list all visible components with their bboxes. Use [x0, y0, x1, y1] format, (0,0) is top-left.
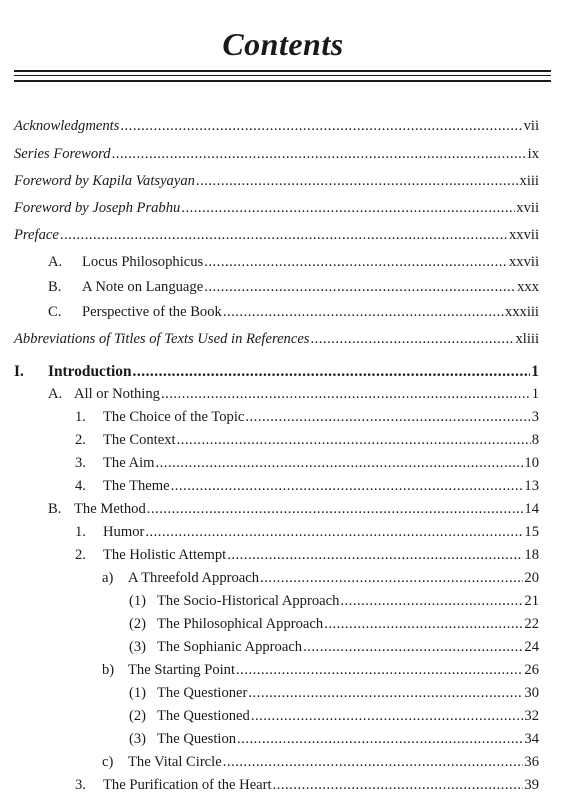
toc-entry-page: 10: [524, 455, 539, 471]
toc-entry-title: Abbreviations of Titles of Texts Used in References: [14, 331, 310, 347]
toc-entry-title: The Holistic Attempt: [103, 547, 227, 563]
toc-entry-number: A.: [48, 386, 63, 402]
dot-leader: [60, 227, 508, 244]
toc-entry-number: 3.: [75, 777, 86, 793]
toc-entry-page: xliii: [515, 331, 539, 347]
toc-entry-title: Locus Philosophicus: [82, 254, 204, 270]
dot-leader: [196, 173, 519, 190]
toc-entry: [14, 304, 539, 331]
toc-entry-page: 15: [524, 524, 539, 540]
toc-entry-title: A Note on Language: [82, 279, 204, 295]
toc-entry-page: ix: [527, 146, 539, 162]
title-rule-bottom: [14, 80, 551, 82]
toc-entry: [14, 685, 539, 708]
toc-entry-page: xxxiii: [504, 304, 539, 320]
toc-entry-number: (1): [129, 685, 147, 701]
toc-entry: [14, 331, 539, 363]
toc-entry-page: xxx: [517, 279, 539, 295]
toc-entry: [14, 146, 539, 173]
toc-entry-title: The Philosophical Approach: [157, 616, 324, 632]
toc-entry-title: The Choice of the Topic: [103, 409, 245, 425]
toc-entry-page: 39: [524, 777, 539, 793]
toc-entry-page: 26: [524, 662, 539, 678]
toc-entry-page: 22: [524, 616, 539, 632]
toc-entry-title: Foreword by Joseph Prabhu: [14, 200, 181, 216]
dot-leader: [161, 386, 531, 403]
toc-entry: [14, 386, 539, 409]
toc-entry-number: a): [102, 570, 114, 586]
toc-entry: [14, 662, 539, 685]
toc-entry: [14, 279, 539, 304]
toc-entry-title: The Aim: [103, 455, 155, 471]
dot-leader: [133, 363, 531, 381]
toc-entry: [14, 118, 539, 146]
toc-entry-page: 34: [524, 731, 539, 747]
toc-entry-title: Introduction: [48, 363, 132, 380]
toc-entry-page: xxvii: [509, 227, 539, 243]
toc-entry-page: 1: [531, 363, 539, 380]
dot-leader: [245, 409, 530, 426]
toc-entry-title: A Threefold Approach: [128, 570, 260, 586]
dot-leader: [260, 570, 523, 587]
toc-entry: [14, 173, 539, 200]
toc-entry-title: Foreword by Kapila Vatsyayan: [14, 173, 195, 189]
toc-entry-number: (1): [129, 593, 147, 609]
toc-entry-page: 32: [524, 708, 539, 724]
toc-entry-title: Preface: [14, 227, 59, 243]
page-title: Contents: [222, 26, 344, 62]
toc-entry-number: (2): [129, 708, 147, 724]
toc-entry-number: C.: [48, 304, 62, 320]
dot-leader: [204, 279, 516, 296]
toc-entry-title: The Questioned: [157, 708, 250, 724]
toc-entry-number: 1.: [75, 409, 86, 425]
toc-entry-number: 2.: [75, 432, 86, 448]
dot-leader: [171, 478, 524, 495]
title-rule-top: [14, 70, 551, 72]
toc-entry: [14, 639, 539, 662]
toc-entry-page: 36: [524, 754, 539, 770]
toc-entry: [14, 432, 539, 455]
toc-entry: [14, 708, 539, 731]
toc-entry-number: c): [102, 754, 114, 770]
dot-leader: [204, 254, 508, 271]
toc-entry: [14, 524, 539, 547]
toc-entry-title: The Starting Point: [128, 662, 236, 678]
toc-entry-page: 3: [531, 409, 539, 425]
toc-entry-page: 1: [531, 386, 539, 402]
toc-entry: [14, 455, 539, 478]
toc-entry-page: 24: [524, 639, 539, 655]
dot-leader: [147, 501, 524, 518]
toc-entry-title: The Question: [157, 731, 237, 747]
toc-entry: [14, 254, 539, 279]
toc-entry-title: The Sophianic Approach: [157, 639, 303, 655]
toc-entry-title: The Context: [103, 432, 176, 448]
dot-leader: [251, 708, 524, 725]
dot-leader: [227, 547, 523, 564]
toc-entry: [14, 409, 539, 432]
toc-entry-page: 21: [524, 593, 539, 609]
toc-entry-title: The Vital Circle: [128, 754, 222, 770]
toc-entry-title: The Questioner: [157, 685, 248, 701]
toc-entry: [14, 478, 539, 501]
toc-entry: [14, 777, 539, 800]
toc-entry-number: b): [102, 662, 115, 678]
toc-entry-title: The Purification of the Heart: [103, 777, 272, 793]
toc-entry-title: Perspective of the Book: [82, 304, 222, 320]
toc-entry-number: 1.: [75, 524, 86, 540]
dot-leader: [145, 524, 523, 541]
toc-entry-title: Series Foreword: [14, 146, 111, 162]
toc-entry-number: A.: [48, 254, 63, 270]
toc-entry-number: I.: [14, 363, 24, 380]
toc-entry-title: Acknowledgments: [14, 118, 120, 134]
toc-entry-title: All or Nothing: [74, 386, 160, 402]
table-of-contents: [14, 118, 539, 800]
toc-entry-page: 8: [531, 432, 539, 448]
toc-entry-number: 4.: [75, 478, 86, 494]
dot-leader: [303, 639, 523, 656]
toc-entry: [14, 593, 539, 616]
toc-entry: [14, 227, 539, 254]
toc-entry-title: The Method: [74, 501, 146, 517]
dot-leader: [237, 731, 523, 748]
dot-leader: [311, 331, 515, 348]
toc-entry: [14, 570, 539, 593]
dot-leader: [248, 685, 523, 702]
dot-leader: [120, 118, 522, 135]
toc-entry-page: vii: [523, 118, 539, 134]
toc-entry-number: 2.: [75, 547, 86, 563]
toc-entry-number: (2): [129, 616, 147, 632]
toc-entry-page: 30: [524, 685, 539, 701]
dot-leader: [273, 777, 524, 794]
toc-entry-number: 3.: [75, 455, 86, 471]
toc-entry-title: The Theme: [103, 478, 170, 494]
toc-entry-page: 13: [524, 478, 539, 494]
toc-entry-title: The Socio-Historical Approach: [157, 593, 340, 609]
toc-entry: [14, 501, 539, 524]
dot-leader: [181, 200, 515, 217]
toc-entry-page: xvii: [516, 200, 539, 216]
toc-entry-page: xiii: [519, 173, 539, 189]
toc-entry: [14, 547, 539, 570]
toc-entry: [14, 200, 539, 227]
dot-leader: [223, 754, 524, 771]
toc-entry-page: xxvii: [509, 254, 539, 270]
toc-entry-page: 14: [524, 501, 539, 517]
toc-entry-number: B.: [48, 501, 62, 517]
dot-leader: [236, 662, 523, 679]
toc-entry: [14, 616, 539, 639]
title-rule-middle: [14, 75, 551, 76]
toc-entry-title: Humor: [103, 524, 145, 540]
toc-entry-page: 20: [524, 570, 539, 586]
dot-leader: [155, 455, 523, 472]
toc-entry-number: B.: [48, 279, 62, 295]
dot-leader: [177, 432, 531, 449]
toc-entry: [14, 731, 539, 754]
toc-entry: [14, 754, 539, 777]
toc-entry-number: (3): [129, 639, 147, 655]
toc-entry-page: 18: [524, 547, 539, 563]
dot-leader: [324, 616, 523, 633]
dot-leader: [340, 593, 523, 610]
dot-leader: [112, 146, 527, 163]
dot-leader: [223, 304, 504, 321]
toc-entry-number: (3): [129, 731, 147, 747]
toc-entry: [14, 363, 539, 386]
